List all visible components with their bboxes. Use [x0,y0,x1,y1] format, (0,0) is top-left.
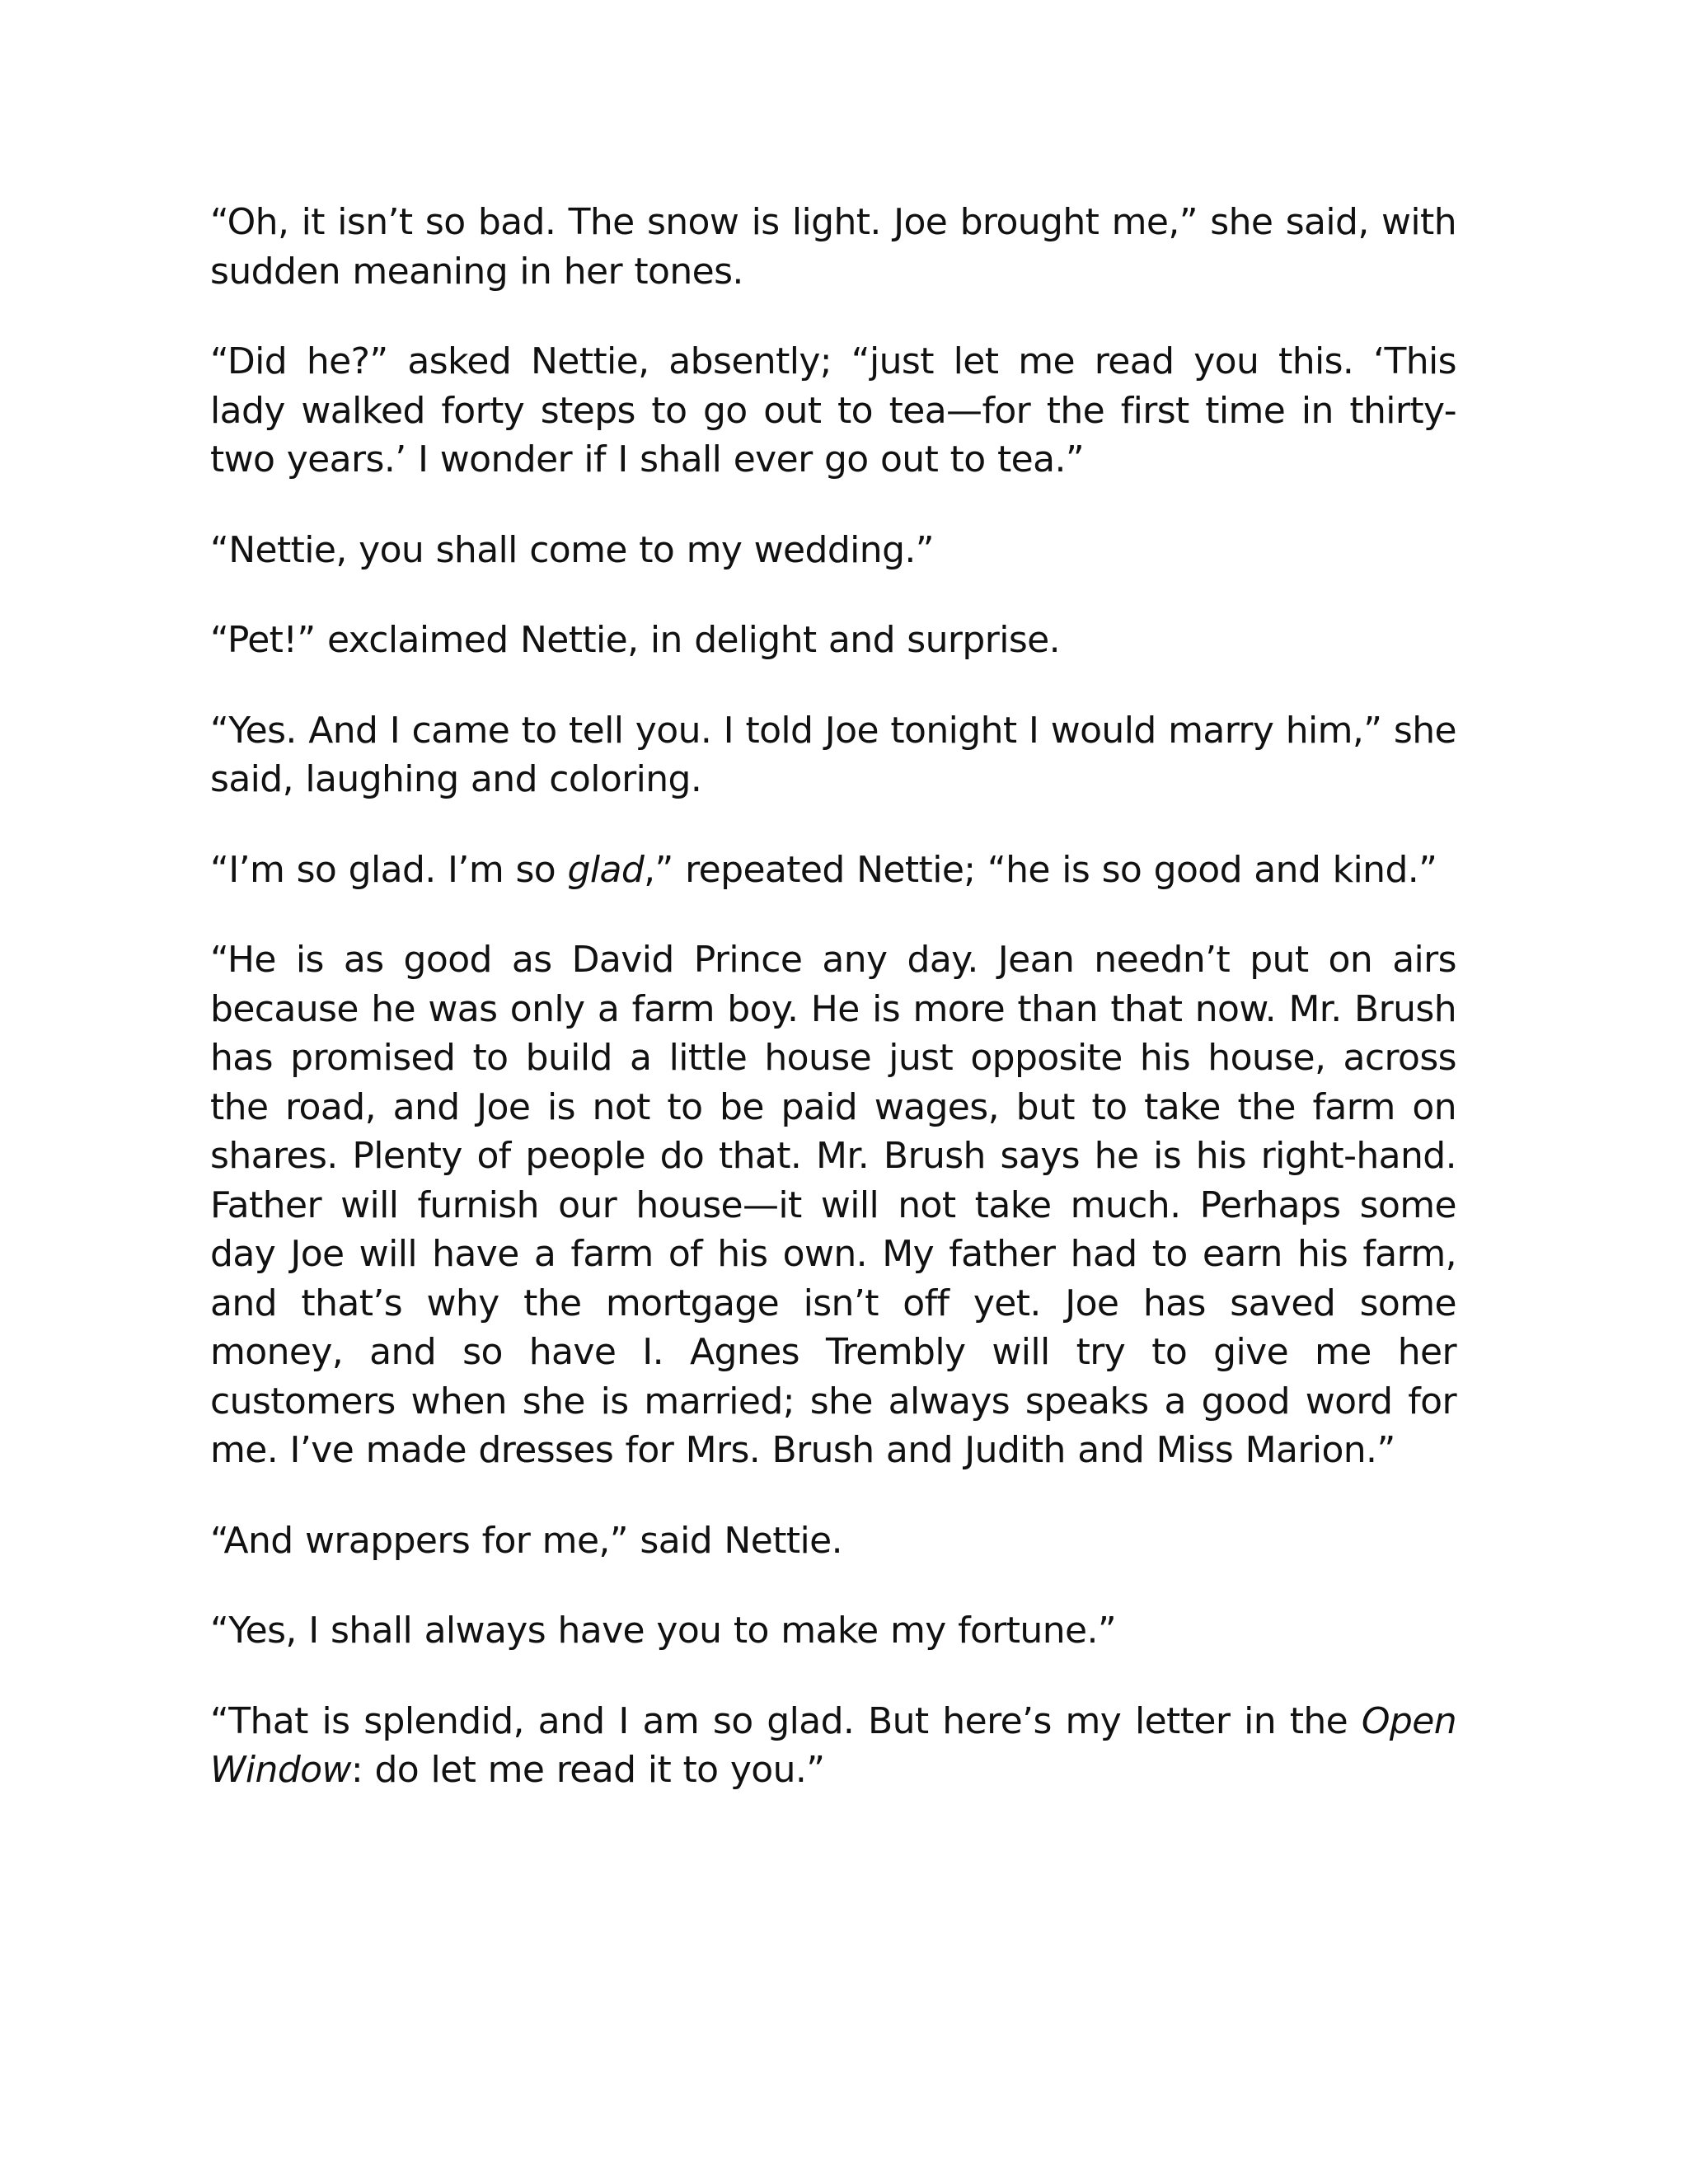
italic-text: Open Window [210,1699,1456,1791]
italic-text: glad [567,848,645,891]
paragraph-text: “That is splendid, and I am so glad. But here’s my letter in the [210,1699,1362,1742]
paragraph-text: : do let me read it to you.” [350,1749,825,1791]
paragraph [210,1697,1456,1795]
paragraph-text: ,” repeated Nettie; “he is so good and kind.” [644,848,1437,891]
paragraph: “Nettie, you shall come to my wedding.” [210,528,935,571]
paragraph: “Oh, it isn’t so bad. The snow is light. Joe brought me,” she said, with sudden meaning in her tones. [210,201,1456,293]
paragraph: “He is as good as David Prince any day. Jean needn’t put on airs because he was only a farm boy. He is more than that now. Mr. Brush has promised to build a little house just opposite his house, across the road, and Joe is not to be paid wages, but to take the farm on shares. Plenty of people do that. Mr. Brush says he is his right-hand. Father will furnish our house—it will not take much. Perhaps some day Joe will have a farm of his own. My father had to earn his farm, and that’s why the mortgage isn’t off yet. Joe has saved some money, and so have I. Agnes Trembly will try to give me her customers when she is married; she always speaks a good word for me. I’ve made dresses for Mrs. Brush and Judith and Miss Marion.” [210,939,1456,1471]
paragraph: “Yes. And I came to tell you. I told Joe tonight I would marry him,” she said, laughing and coloring. [210,709,1456,800]
paragraph: “Pet!” exclaimed Nettie, in delight and surprise. [210,619,1061,661]
paragraph: “And wrappers for me,” said Nettie. [210,1519,842,1562]
paragraph: “Yes, I shall always have you to make my fortune.” [210,1610,1117,1652]
document-page [210,198,1456,1836]
paragraph: “Did he?” asked Nettie, absently; “just let me read you this. ‘This lady walked forty steps to go out to tea—for the first time in thirty-two years.’ I wonder if I shall ever go out to tea.” [210,340,1456,480]
paragraph-text: “I’m so glad. I’m so [210,848,568,891]
paragraph [210,846,1456,895]
